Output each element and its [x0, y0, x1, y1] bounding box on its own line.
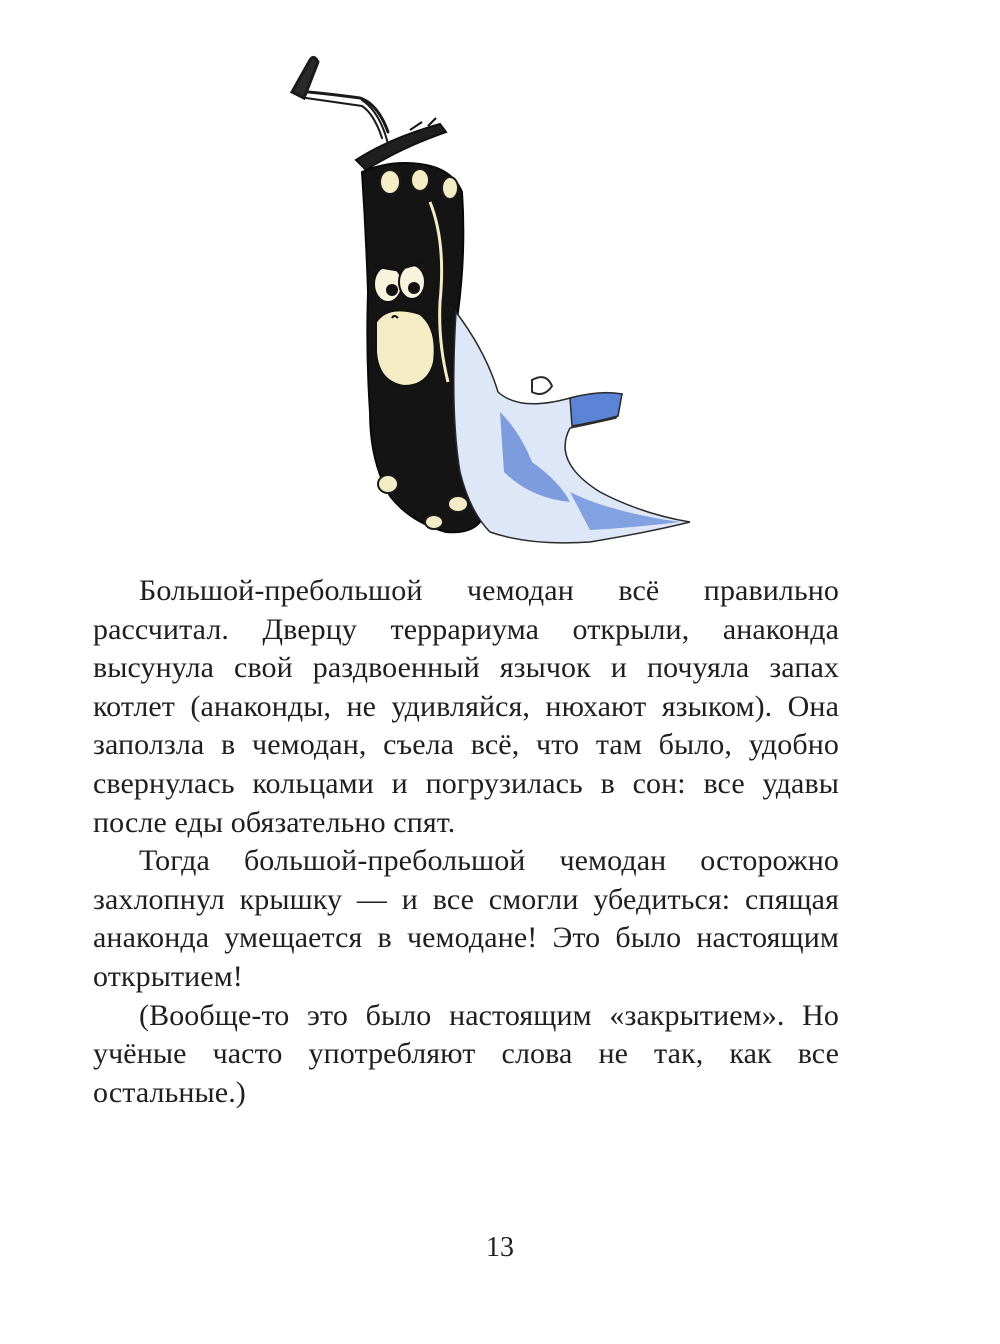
story-text	[93, 572, 839, 1112]
paragraph-3: (Вообще-то это было настоящим «закрытием». Но учёные часто употребляют слова не так, как все остальные.)	[93, 998, 839, 1109]
suitcase-face	[374, 262, 435, 386]
suitcase-illustration	[270, 52, 710, 562]
paragraph-2: Тогда большой-пребольшой чемодан осторожно захлопнул крышку — и все смогли убедиться: спящая анаконда умещается в чемодане! Это было настоящим открытием!	[93, 844, 839, 993]
paragraph-1: Большой-пребольшой чемодан всё правильно рассчитал. Дверцу террариума открыли, анаконда высунула свой раздвоенный язычок и почуяла запах котлет (анаконды, не удивляйся, нюхают языком). Она заползла в чемодан, съела всё, что там было, удобно свернулась кольцами и погрузилась в сон: все удавы после еды обязательно спят.	[93, 574, 839, 839]
page-number: 13	[486, 1232, 514, 1263]
suitcase-handle	[292, 57, 388, 144]
hanging-cloth	[454, 312, 690, 543]
